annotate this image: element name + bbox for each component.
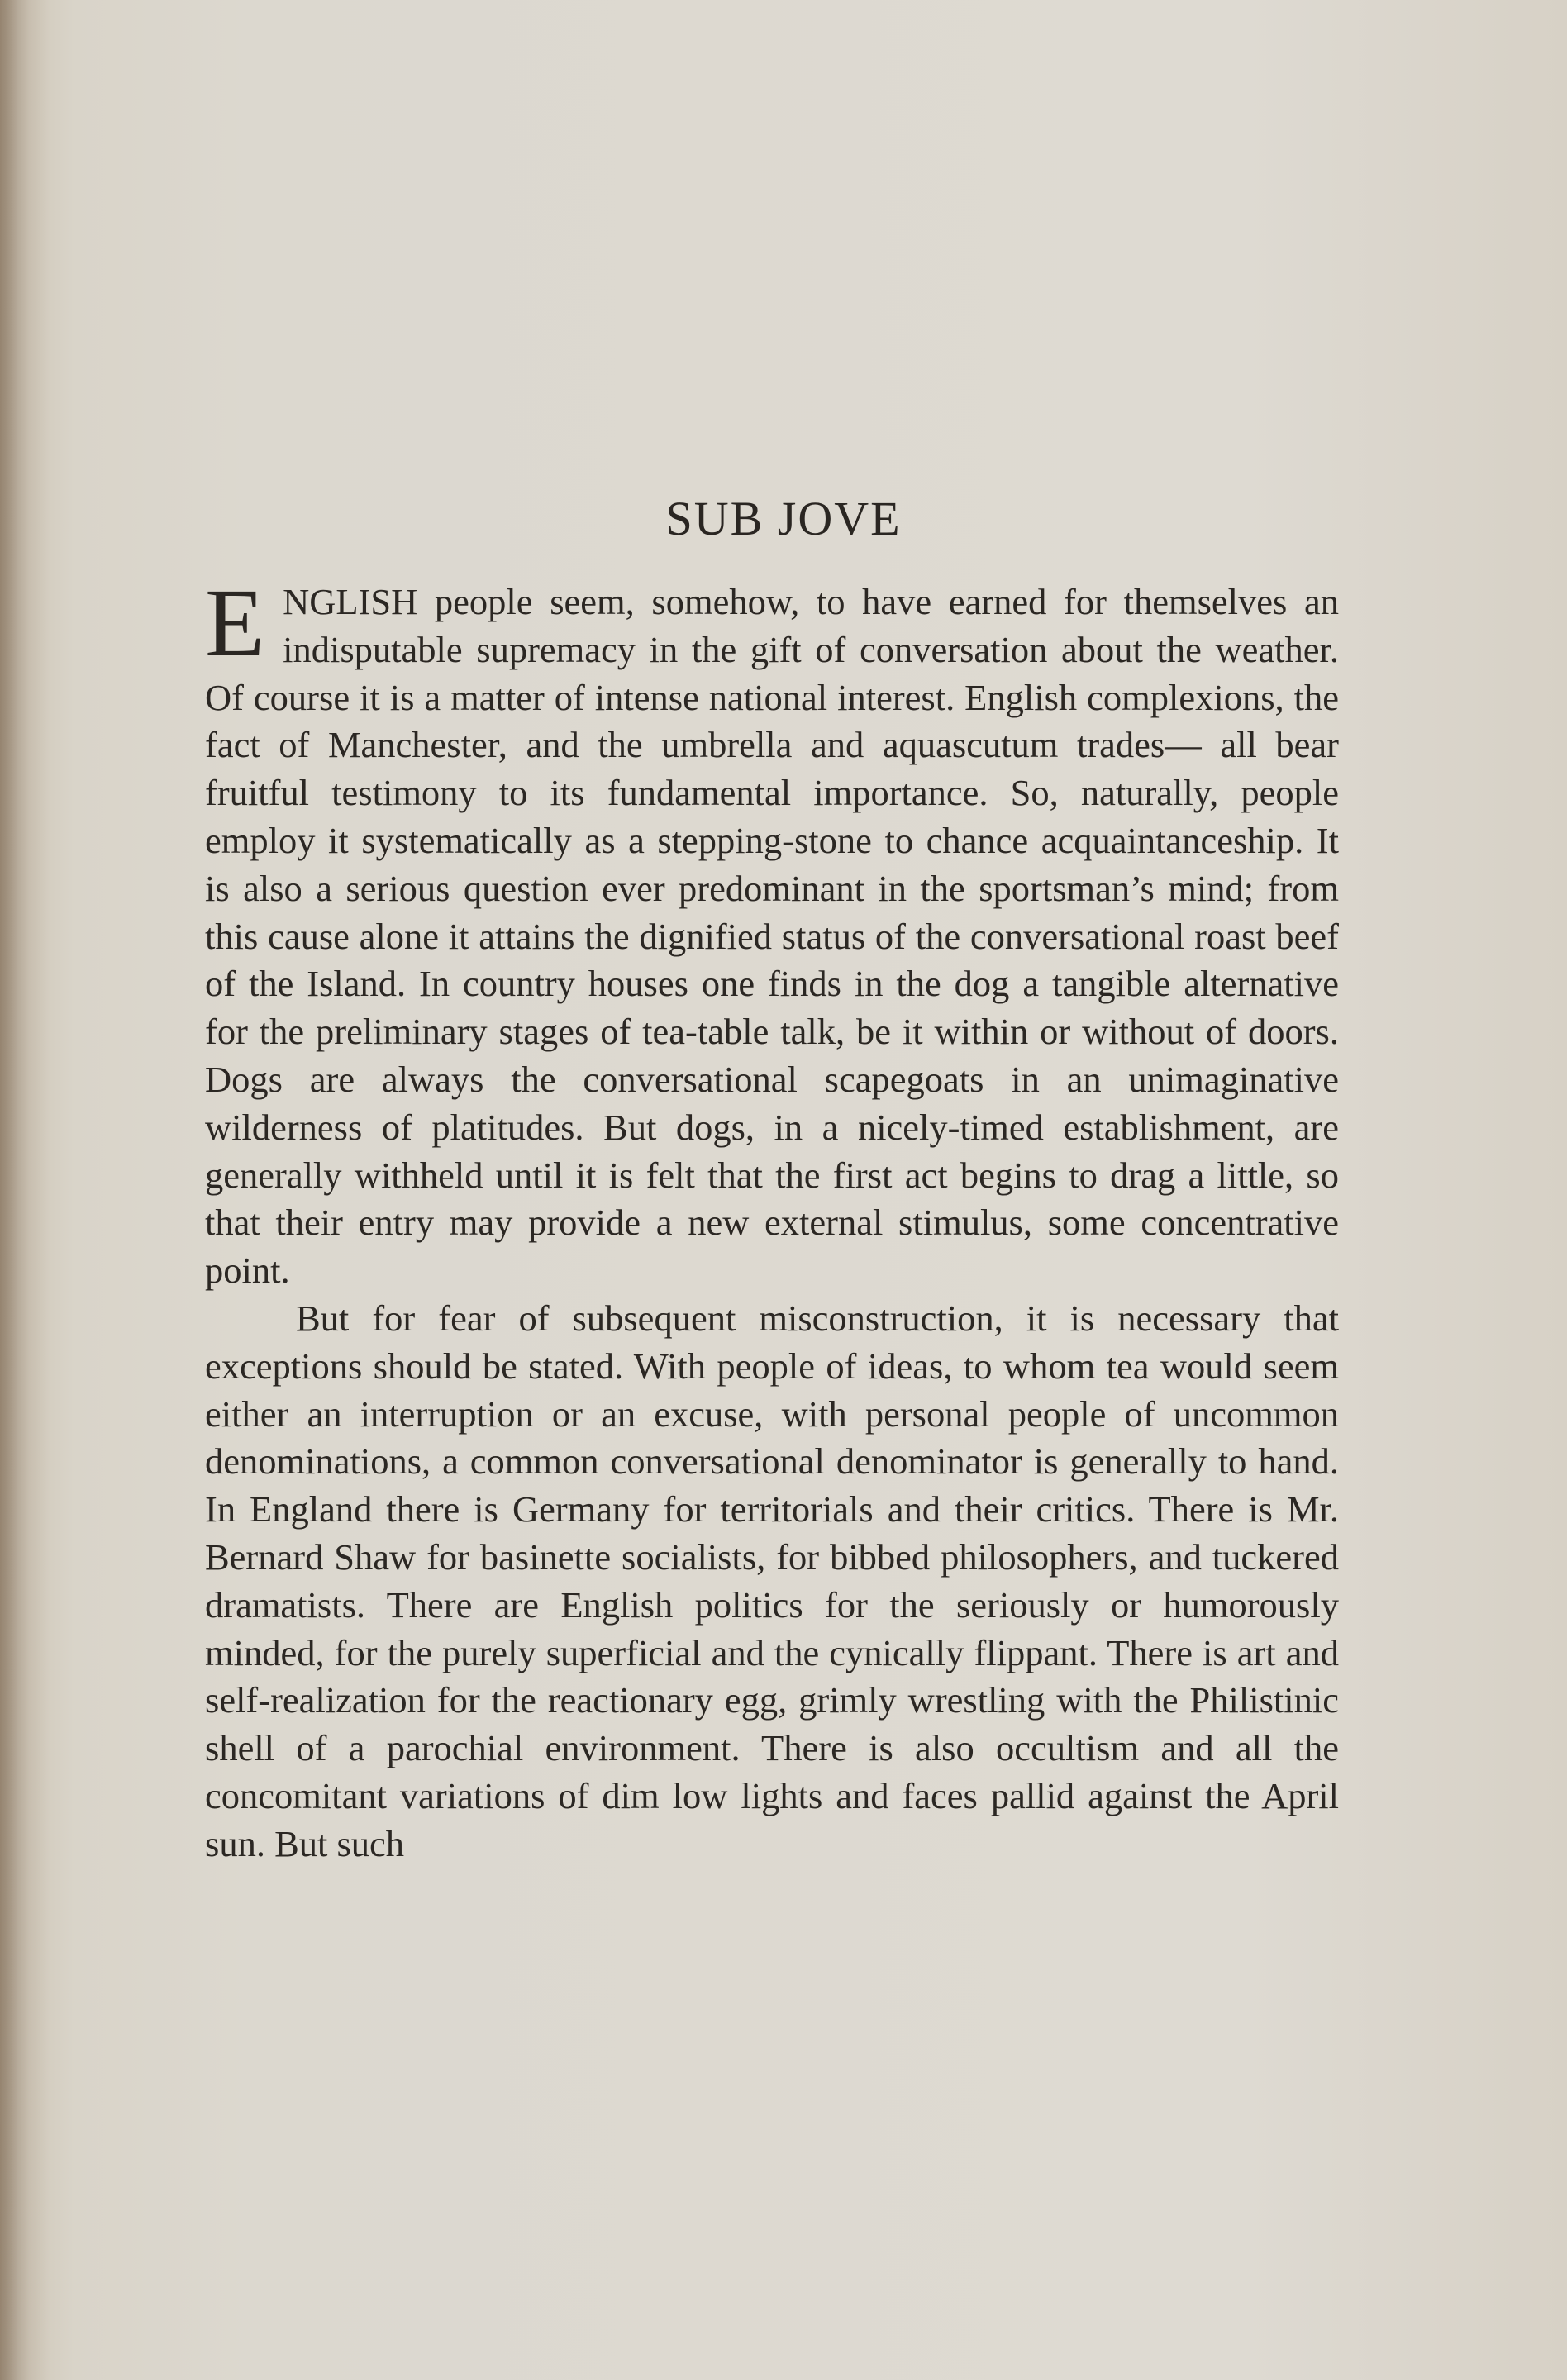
paragraph-1 (205, 569, 1339, 1295)
drop-cap: E (205, 569, 265, 677)
paragraph-1-text: NGLISH people seem, somehow, to have earned for themselves an indisputable supremacy in the gift of conversation about the weather. Of course it is a matter of intense national interest. English complexions, the fact of Manchester, and the umbrella and aquascutum trades— all bear fruitful testimony to its fundamental importance. So, naturally, people employ it systematically as a stepping-stone to chance acquaintanceship. It is also a serious question ever predominant in the sportsman’s mind; from this cause alone it attains the dignified status of the conversational roast beef of the Island. In country houses one finds in the dog a tangible alternative for the preliminary stages of tea-table talk, be it within or without of doors. Dogs are always the conversational scapegoats in an unimaginative wilderness of platitudes. But dogs, in a nicely-timed establishment, are generally withheld until it is felt that the first act begins to drag a little, so that their entry may provide a new external stimulus, some concentrative point. (205, 581, 1339, 1292)
paragraph-2: But for fear of subsequent misconstruction, it is necessary that exceptions should be stated. With people of ideas, to whom tea would seem either an interruption or an excuse, with personal people of uncommon denominations, a common conversational denominator is generally to hand. In England there is Germany for territorials and their critics. There is Mr. Bernard Shaw for basinette socialists, for bibbed philosophers, and tuckered dramatists. There are English politics for the seriously or humorously minded, for the purely superficial and the cynically flippant. There is art and self-realization for the reactionary egg, grimly wrestling with the Philistinic shell of a parochial environment. There is also occultism and all the concomitant variations of dim low lights and faces pallid against the April sun. But such (205, 1297, 1339, 1864)
article-title: SUB JOVE (665, 492, 902, 545)
spine-shadow (0, 0, 50, 2380)
body-text (205, 569, 1339, 1868)
